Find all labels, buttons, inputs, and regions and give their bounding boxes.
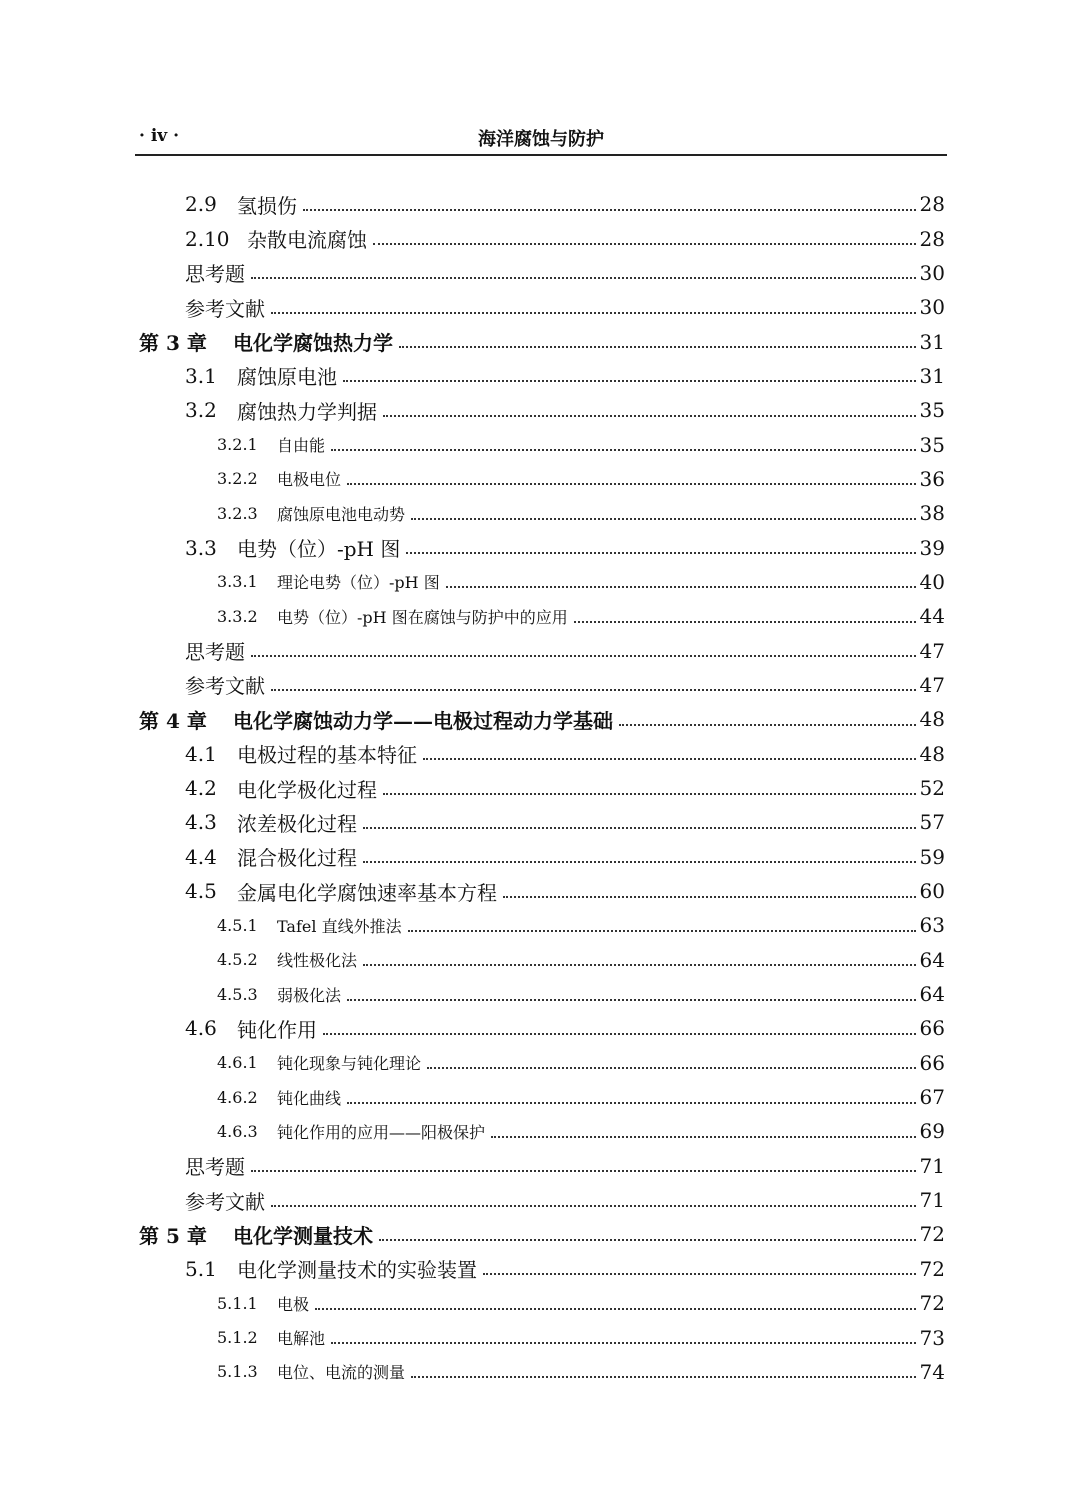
dot-leader [503,895,916,898]
toc-entry-title: 电化学腐蚀热力学 [233,331,393,356]
dot-leader [323,1032,916,1035]
toc-entry[interactable] [0,290,1080,324]
toc-entry-page-number: 44 [919,604,945,629]
toc-entry-title: 参考文献 [185,296,265,321]
toc-entry-number: 第 5 章 [139,1223,207,1248]
toc-entry-line [185,1252,945,1286]
dot-leader [315,1307,916,1310]
toc-entry-number: 4.6.2 [217,1087,258,1107]
toc-entry-title: 电化学测量技术 [233,1223,373,1248]
toc-entry-number: 4.4 [185,844,217,869]
toc-entry[interactable] [0,530,1080,564]
toc-entry-title: 电极过程的基本特征 [237,743,417,768]
toc-entry-page-number: 67 [919,1085,945,1110]
toc-entry[interactable] [0,187,1080,221]
toc-entry-number: 4.5.2 [217,950,258,970]
dot-leader [331,448,916,451]
dot-leader [271,688,916,691]
dot-leader [363,860,916,863]
toc-entry-page-number: 28 [919,226,945,251]
dot-leader [408,929,916,932]
toc-entry-line [217,565,945,599]
toc-entry[interactable] [0,840,1080,874]
toc-entry-line [185,359,945,393]
toc-entry-number: 4.2 [185,776,217,801]
dot-leader [251,276,916,279]
toc-entry[interactable] [0,1149,1080,1183]
toc-entry[interactable] [0,427,1080,461]
toc-entry-title: 电位、电流的测量 [277,1363,406,1383]
toc-entry[interactable] [0,393,1080,427]
toc-entry-number: 3.3.2 [217,606,258,626]
toc-entry-number: 4.1 [185,741,217,766]
toc-entry-title: 杂散电流腐蚀 [247,228,367,253]
toc-entry-line [185,874,945,908]
toc-entry-line [217,1080,945,1114]
toc-entry-line [139,324,945,358]
toc-entry-line [185,1011,945,1045]
toc-entry-title: 混合极化过程 [237,846,357,871]
toc-entry-page-number: 59 [919,844,945,869]
dot-leader [347,1101,916,1104]
toc-entry-line [185,805,945,839]
dot-leader [446,585,916,588]
toc-entry[interactable] [0,1355,1080,1389]
dot-leader [411,517,916,520]
toc-entry-line [217,1046,945,1080]
toc-entry-page-number: 63 [919,913,945,938]
page-folio: · iv · [139,126,180,146]
toc-entry-number: 4.6.3 [217,1121,258,1141]
toc-entry-page-number: 66 [919,1050,945,1075]
toc-entry-number: 5.1.2 [217,1328,258,1348]
dot-leader [383,414,916,417]
toc-entry-line [217,1286,945,1320]
dot-leader [411,1375,916,1378]
toc-entry[interactable] [0,1114,1080,1148]
toc-entry-page-number: 64 [919,947,945,972]
toc-entry-number: 5.1.3 [217,1362,258,1382]
toc-entry[interactable] [0,1183,1080,1217]
toc-entry-number: 3.2.2 [217,469,258,489]
toc-entry-number: 4.5.3 [217,984,258,1004]
toc-entry-title: 电势（位）-pH 图 [237,537,401,562]
dot-leader [271,1204,916,1207]
toc-entry-page-number: 38 [919,501,945,526]
dot-leader [347,998,916,1001]
toc-entry-number: 3.2.1 [217,435,258,455]
toc-entry[interactable] [0,256,1080,290]
toc-entry[interactable] [0,805,1080,839]
dot-leader [363,826,916,829]
toc-entry[interactable] [0,324,1080,358]
toc-entry-number: 2.10 [185,226,230,251]
dot-leader [574,620,916,623]
toc-entry-line [185,771,945,805]
toc-entry-page-number: 47 [919,638,945,663]
dot-leader [271,311,916,314]
toc-entry-title: Tafel 直线外推法 [277,916,402,936]
toc-entry-number: 第 4 章 [139,708,207,733]
toc-entry[interactable] [0,496,1080,530]
toc-entry-page-number: 48 [919,741,945,766]
toc-entry-line [217,599,945,633]
toc-entry-page-number: 36 [919,466,945,491]
toc-entry-line [139,1217,945,1251]
dot-leader [363,963,916,966]
dot-leader [619,723,916,726]
toc-entry[interactable] [0,668,1080,702]
toc-entry-line [185,290,945,324]
toc-entry-line [217,1114,945,1148]
toc-entry-title: 腐蚀原电池 [237,365,337,390]
toc-entry-page-number: 72 [919,1256,945,1281]
toc-entry-page-number: 35 [919,398,945,423]
toc-entry-line [139,702,945,736]
toc-entry-number: 3.3 [185,535,217,560]
toc-entry-title: 电解池 [277,1329,326,1349]
toc-entry-title: 腐蚀原电池电动势 [277,504,406,524]
dot-leader [303,208,916,211]
toc-entry-number: 4.6.1 [217,1053,258,1073]
dot-leader [423,757,916,760]
toc-entry-title: 电势（位）-pH 图在腐蚀与防护中的应用 [277,607,568,627]
toc-entry-number: 第 3 章 [139,331,207,356]
toc-entry-page-number: 72 [919,1222,945,1247]
toc-entry-line [217,908,945,942]
toc-entry-title: 思考题 [185,262,245,287]
toc-entry-line [217,496,945,530]
toc-entry-line [185,393,945,427]
toc-entry-number: 5.1.1 [217,1293,258,1313]
dot-leader [427,1066,916,1069]
toc-entry-page-number: 31 [919,363,945,388]
toc-entry-page-number: 74 [919,1359,945,1384]
toc-entry-title: 理论电势（位）-pH 图 [277,573,440,593]
toc-entry-page-number: 28 [919,192,945,217]
toc-entry-title: 思考题 [185,640,245,665]
toc-entry-line [217,1320,945,1354]
toc-entry-page-number: 30 [919,295,945,320]
dot-leader [343,379,916,382]
toc-entry-number: 4.5.1 [217,915,258,935]
toc-entry-page-number: 72 [919,1291,945,1316]
toc-entry[interactable] [0,633,1080,667]
toc-entry-number: 5.1 [185,1256,217,1281]
toc-entry-line [185,668,945,702]
toc-entry[interactable] [0,221,1080,255]
toc-entry[interactable] [0,1080,1080,1114]
toc-entry-title: 线性极化法 [277,951,358,971]
toc-entry[interactable] [0,1046,1080,1080]
toc-entry[interactable] [0,908,1080,942]
toc-entry-number: 4.3 [185,810,217,835]
toc-entry-title: 电化学测量技术的实验装置 [237,1258,477,1283]
toc-entry-title: 腐蚀热力学判据 [237,399,377,424]
toc-entry[interactable] [0,1252,1080,1286]
toc-entry-page-number: 66 [919,1016,945,1041]
toc-entry-title: 钝化作用 [237,1017,317,1042]
toc-entry-title: 参考文献 [185,1189,265,1214]
dot-leader [373,242,916,245]
toc-entry-page-number: 30 [919,260,945,285]
toc-entry-title: 思考题 [185,1155,245,1180]
toc-entry-title: 电极 [277,1294,310,1314]
table-of-contents [0,187,1080,1389]
toc-entry-number: 2.9 [185,192,217,217]
toc-entry-page-number: 52 [919,776,945,801]
toc-entry-page-number: 64 [919,982,945,1007]
toc-entry-title: 钝化曲线 [277,1088,342,1108]
toc-entry-line [185,633,945,667]
toc-entry-page-number: 35 [919,432,945,457]
toc-entry-page-number: 47 [919,672,945,697]
toc-entry-number: 4.5 [185,879,217,904]
toc-entry-title: 参考文献 [185,674,265,699]
toc-entry-page-number: 73 [919,1325,945,1350]
book-title: 海洋腐蚀与防护 [478,129,604,150]
toc-entry-page-number: 31 [919,329,945,354]
toc-entry-line [185,840,945,874]
toc-entry-line [185,737,945,771]
toc-entry-title: 浓差极化过程 [237,811,357,836]
toc-entry-line [217,977,945,1011]
toc-entry[interactable] [0,771,1080,805]
toc-entry[interactable] [0,599,1080,633]
toc-entry-line [217,943,945,977]
dot-leader [251,1169,916,1172]
toc-entry[interactable] [0,359,1080,393]
toc-entry-title: 自由能 [277,436,326,456]
toc-entry-line [185,1149,945,1183]
toc-entry-title: 电化学极化过程 [237,777,377,802]
running-header [135,120,947,156]
dot-leader [483,1272,916,1275]
toc-entry-line [185,1183,945,1217]
toc-entry-number: 3.3.1 [217,572,258,592]
toc-entry-number: 3.2 [185,398,217,423]
toc-entry-title: 氢损伤 [237,193,297,218]
toc-entry[interactable] [0,462,1080,496]
toc-entry-title: 钝化作用的应用——阳极保护 [277,1122,486,1142]
toc-entry[interactable] [0,737,1080,771]
dot-leader [406,551,916,554]
toc-entry[interactable] [0,565,1080,599]
toc-entry-title: 电极电位 [277,470,342,490]
dot-leader [491,1135,916,1138]
toc-entry-page-number: 40 [919,569,945,594]
toc-entry-number: 4.6 [185,1016,217,1041]
toc-entry[interactable] [0,1320,1080,1354]
toc-entry-number: 3.2.3 [217,503,258,523]
toc-entry-line [217,1355,945,1389]
toc-entry-line [185,221,945,255]
toc-entry-line [217,427,945,461]
toc-entry-line [185,256,945,290]
toc-entry-title: 电化学腐蚀动力学——电极过程动力学基础 [233,708,613,733]
toc-entry-page-number: 39 [919,535,945,560]
toc-entry-title: 弱极化法 [277,985,342,1005]
toc-entry-line [185,187,945,221]
toc-entry-page-number: 71 [919,1153,945,1178]
dot-leader [379,1238,916,1241]
toc-entry[interactable] [0,943,1080,977]
toc-entry-page-number: 71 [919,1188,945,1213]
toc-entry[interactable] [0,1217,1080,1251]
toc-entry-title: 金属电化学腐蚀速率基本方程 [237,880,497,905]
toc-entry-line [217,462,945,496]
toc-entry[interactable] [0,1011,1080,1045]
toc-entry[interactable] [0,702,1080,736]
toc-entry-page-number: 48 [919,707,945,732]
toc-entry[interactable] [0,977,1080,1011]
dot-leader [331,1341,916,1344]
toc-entry-number: 3.1 [185,363,217,388]
toc-entry-page-number: 69 [919,1119,945,1144]
dot-leader [383,792,916,795]
toc-entry-page-number: 57 [919,810,945,835]
toc-entry-line [185,530,945,564]
dot-leader [399,345,916,348]
toc-entry[interactable] [0,874,1080,908]
toc-entry-page-number: 60 [919,879,945,904]
toc-entry-title: 钝化现象与钝化理论 [277,1054,422,1074]
dot-leader [347,482,916,485]
dot-leader [251,654,916,657]
toc-entry[interactable] [0,1286,1080,1320]
